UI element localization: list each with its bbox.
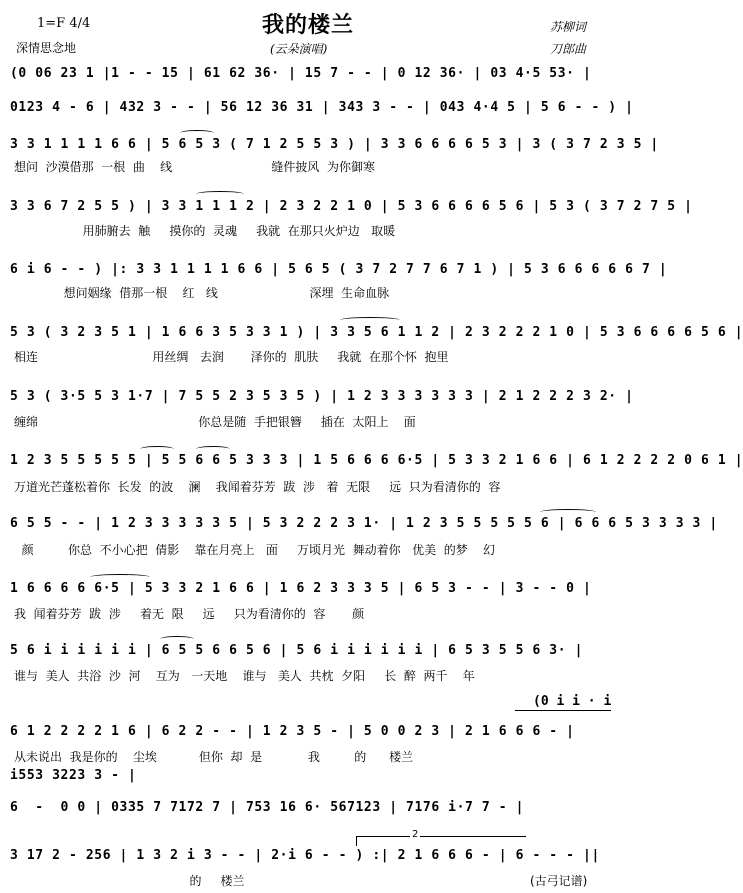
notation-line-15: 3 17 2 - 256 | 1 3 2 i 3 - - | 2·i 6 - - ) :| 2 1 6 6 6 - | 6 - - - || [10,848,600,863]
notation-line-8: 1 2 3 5 5 5 5 5 | 5 5 6 6 5 3 3 3 | 1 5 6 6 6 6·5 | 5 3 3 2 1 6 6 | 6 1 2 2 2 2 0 6 1 | [10,453,743,468]
notation-line-7: 5 3 ( 3·5 5 3 1·7 | 7 5 5 2 3 5 3 5 ) | 1 2 3 3 3 3 3 3 | 2 1 2 2 2 3 2· | [10,389,634,404]
lyric-line-11: 谁与 美人 共浴 沙 河 互为 一天地 谁与 美人 共枕 夕阳 长 醉 两千 年 [14,669,475,683]
lyricist-credit: 苏柳词 [550,20,587,34]
slur [340,317,400,323]
slur [140,446,174,452]
slur [160,636,194,642]
notation-line-11: 5 6 i i i i i i | 6 5 5 6 6 5 6 | 5 6 i i i i i i | 6 5 3 5 5 6 3· | [10,643,584,658]
ending-bracket-tick [356,836,357,846]
slur [196,191,244,197]
lyric-line-12: 从未说出 我是你的 尘埃 但你 却 是 我 的 楼兰 [14,750,414,764]
notation-line-6: 5 3 ( 3 2 3 5 1 | 1 6 6 3 5 3 3 1 ) | 3 3 5 6 1 1 2 | 2 3 2 2 2 1 0 | 5 3 6 6 6 6 5 6 | [10,325,743,340]
lyric-line-6: 相连 用丝绸 去润 泽你的 肌肤 我就 在那个怀 抱里 [14,350,449,364]
variation-mark: (0 i i · i [533,694,612,709]
lyric-line-8: 万道光芒蓬松着你 长发 的波 澜 我闻着芬芳 跋 涉 着 无限 远 只为看清你的 容 [14,480,501,494]
notation-line-3: 3 3 1 1 1 1 6 6 | 5 6 5 3 ( 7 1 2 5 5 3 ) | 3 3 6 6 6 6 5 3 | 3 ( 3 7 2 3 5 | [10,137,659,152]
slur [196,446,230,452]
notation-line-4: 3 3 6 7 2 5 5 ) | 3 3 1 1 1 2 | 2 3 2 2 1 0 | 5 3 6 6 6 6 5 6 | 5 3 ( 3 7 2 7 5 | [10,199,693,214]
notation-line-2: 0123 4 - 6 | 432 3 - - | 56 12 36 31 | 343 3 - - | 043 4·4 5 | 5 6 - - ) | [10,100,634,115]
lyric-line-7: 缠绵 你总是随 手把银簪 插在 太阳上 面 [14,415,416,429]
notation-line-12: 6 1 2 2 2 2 1 6 | 6 2 2 - - | 1 2 3 5 - | 5 0 0 2 3 | 2 1 6 6 6 - | [10,724,575,739]
slur [540,509,596,515]
ending-bracket-label: 2 [412,829,419,840]
lyric-line-15: 的 楼兰 [14,874,245,888]
tempo-mark: 深情思念地 [16,41,77,55]
lyric-line-10: 我 闻着芬芳 跋 涉 着无 限 远 只为看清你的 容 颜 [14,607,365,621]
notation-line-10: 1 6 6 6 6 6·5 | 5 3 3 2 1 6 6 | 1 6 2 3 3 3 5 | 6 5 3 - - | 3 - - 0 | [10,581,592,596]
notation-line-13: i553 3223 3 - | [10,768,137,783]
ending-bracket-2 [356,836,526,837]
slur [90,574,150,580]
transcriber-credit: (古弓记谱) [530,874,588,888]
lyric-line-4: 用肺腑去 触 摸你的 灵魂 我就 在那只火炉边 取暖 [14,224,396,238]
lyric-line-5: 想问姻缘 借那一根 红 线 深埋 生命血脉 [14,286,390,300]
song-subtitle: (云朵演唱) [270,42,328,56]
key-signature: 1=F 4/4 [37,16,91,31]
lyric-line-3: 想问 沙漠借那 一根 曲 线 缝件披风 为你御寒 [14,160,375,174]
lyric-line-9: 颜 你总 不小心把 倩影 靠在月亮上 面 万顷月光 舞动着你 优美 的梦 幻 [14,543,495,557]
ending-bracket [515,710,611,711]
composer-credit: 刀郎曲 [550,42,587,56]
notation-line-1: (0 06 23 1 |1 - - 15 | 61 62 36· | 15 7 - - | 0 12 36· | 03 4·5 53· | [10,66,592,81]
song-title: 我的楼兰 [262,13,355,38]
notation-line-14: 6 - 0 0 | 0335 7 7172 7 | 753 16 6· 567123 | 7176 i·7 7 - | [10,800,525,815]
notation-line-5: 6 i 6 - - ) |: 3 3 1 1 1 1 6 6 | 5 6 5 ( 3 7 2 7 7 6 7 1 ) | 5 3 6 6 6 6 6 7 | [10,262,668,277]
notation-line-9: 6 5 5 - - | 1 2 3 3 3 3 3 5 | 5 3 2 2 2 3 1· | 1 2 3 5 5 5 5 5 6 | 6 6 6 5 3 3 3 3 | [10,516,718,531]
slur [180,130,214,136]
